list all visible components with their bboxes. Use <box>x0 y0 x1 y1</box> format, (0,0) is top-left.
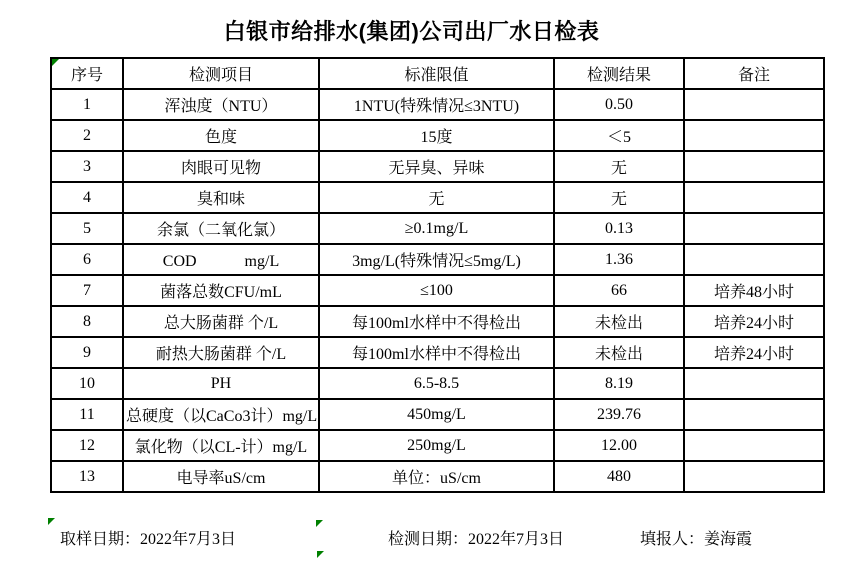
col-header-item: 检测项目 <box>123 58 319 89</box>
col-header-limit: 标准限值 <box>319 58 554 89</box>
cell-limit: 3mg/L(特殊情况≤5mg/L) <box>319 244 554 275</box>
cell-note <box>684 244 824 275</box>
water-quality-table <box>50 57 825 493</box>
table-row <box>51 337 824 368</box>
cell-no: 2 <box>51 120 123 151</box>
cell-note <box>684 368 824 399</box>
cell-error-flag-icon <box>316 520 323 527</box>
cell-limit: 单位：uS/cm <box>319 461 554 492</box>
cell-no: 9 <box>51 337 123 368</box>
cell-item: PH <box>123 368 319 399</box>
cell-item: 总大肠菌群 个/L <box>123 306 319 337</box>
cell-result: 无 <box>554 182 684 213</box>
cell-limit: 1NTU(特殊情况≤3NTU) <box>319 89 554 120</box>
table-row <box>51 368 824 399</box>
cell-limit: 6.5-8.5 <box>319 368 554 399</box>
cell-note <box>684 120 824 151</box>
cell-no: 4 <box>51 182 123 213</box>
cell-note <box>684 213 824 244</box>
table-row <box>51 244 824 275</box>
cell-item: 臭和味 <box>123 182 319 213</box>
cell-note <box>684 399 824 430</box>
cell-no: 7 <box>51 275 123 306</box>
cell-note <box>684 151 824 182</box>
cell-result: 12.00 <box>554 430 684 461</box>
cell-note <box>684 182 824 213</box>
cell-no: 1 <box>51 89 123 120</box>
cell-result: 1.36 <box>554 244 684 275</box>
cell-limit: ≥0.1mg/L <box>319 213 554 244</box>
cell-note: 培养24小时 <box>684 337 824 368</box>
table-row <box>51 275 824 306</box>
cell-result: 239.76 <box>554 399 684 430</box>
cell-error-flag-icon <box>317 551 324 558</box>
col-header-no: 序号 <box>51 58 123 89</box>
cell-item: 总硬度（以CaCo3计）mg/L <box>123 399 319 430</box>
cell-result: ＜5 <box>554 120 684 151</box>
cell-result: 8.19 <box>554 368 684 399</box>
reporter-label: 填报人：姜海霞 <box>640 531 753 548</box>
col-header-result: 检测结果 <box>554 58 684 89</box>
cell-no: 12 <box>51 430 123 461</box>
cell-note <box>684 461 824 492</box>
cell-result: 未检出 <box>554 337 684 368</box>
cell-item: 耐热大肠菌群 个/L <box>123 337 319 368</box>
sample-date-label: 取样日期：2022年7月3日 <box>60 531 237 548</box>
table-row <box>51 89 824 120</box>
page-title: 白银市给排水(集团)公司出厂水日检表 <box>223 19 600 44</box>
cell-result: 480 <box>554 461 684 492</box>
cell-no: 8 <box>51 306 123 337</box>
cell-result: 无 <box>554 151 684 182</box>
cell-note: 培养48小时 <box>684 275 824 306</box>
table-header-row <box>51 58 824 89</box>
cell-item: 肉眼可见物 <box>123 151 319 182</box>
cell-note: 培养24小时 <box>684 306 824 337</box>
cell-result: 0.50 <box>554 89 684 120</box>
cell-limit: 无 <box>319 182 554 213</box>
cell-limit: 15度 <box>319 120 554 151</box>
table-row <box>51 430 824 461</box>
cell-no: 5 <box>51 213 123 244</box>
cell-result: 未检出 <box>554 306 684 337</box>
table-row <box>51 399 824 430</box>
table-row <box>51 151 824 182</box>
test-date-label: 检测日期：2022年7月3日 <box>388 531 565 548</box>
cell-no: 6 <box>51 244 123 275</box>
cell-error-flag-icon <box>48 518 55 525</box>
cell-limit: 每100ml水样中不得检出 <box>319 337 554 368</box>
cell-no: 11 <box>51 399 123 430</box>
col-header-note: 备注 <box>684 58 824 89</box>
cell-item: 电导率uS/cm <box>123 461 319 492</box>
cell-item: 色度 <box>123 120 319 151</box>
cell-item: 菌落总数CFU/mL <box>123 275 319 306</box>
table-row <box>51 120 824 151</box>
cell-item: COD mg/L <box>123 244 319 275</box>
cell-item: 氯化物（以CL-计）mg/L <box>123 430 319 461</box>
table-row <box>51 461 824 492</box>
cell-no: 3 <box>51 151 123 182</box>
cell-error-flag-icon <box>52 59 59 66</box>
cell-no: 13 <box>51 461 123 492</box>
table-row <box>51 182 824 213</box>
table-row <box>51 306 824 337</box>
cell-result: 0.13 <box>554 213 684 244</box>
table-row <box>51 213 824 244</box>
cell-note <box>684 430 824 461</box>
cell-item: 浑浊度（NTU） <box>123 89 319 120</box>
cell-result: 66 <box>554 275 684 306</box>
cell-no: 10 <box>51 368 123 399</box>
cell-item: 余氯（二氧化氯） <box>123 213 319 244</box>
cell-limit: 450mg/L <box>319 399 554 430</box>
cell-limit: 无异臭、异味 <box>319 151 554 182</box>
cell-limit: ≤100 <box>319 275 554 306</box>
cell-limit: 每100ml水样中不得检出 <box>319 306 554 337</box>
cell-note <box>684 89 824 120</box>
cell-limit: 250mg/L <box>319 430 554 461</box>
